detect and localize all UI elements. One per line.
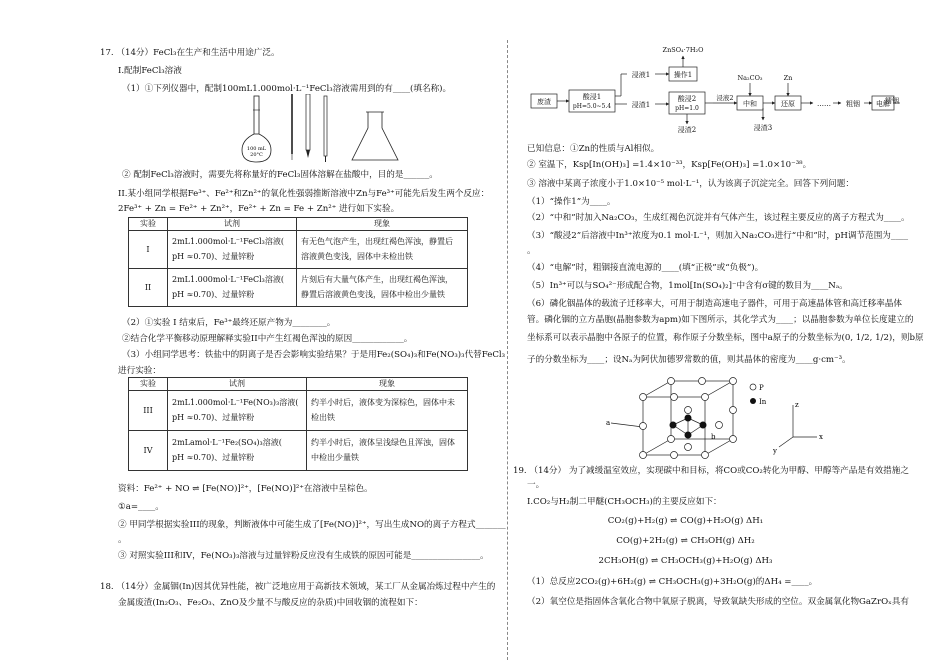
q17-part2-title: II.某小组同学根据Fe³⁺、Fe²⁺和Zn²⁺的氧化性强弱推断溶液中Zn与Fe³⁺可能先后发生两个反应： xyxy=(118,189,490,199)
axis-label-x: x xyxy=(819,433,823,441)
q19-eq3: 2CH₃OH(g) ⇌ CH₃OCH₃(g)+H₂O(g) ΔH₃ xyxy=(598,556,773,566)
volumetric-flask-icon xyxy=(242,96,271,162)
flask-label-volume: 100 mL xyxy=(246,146,267,152)
table1-row2-id: II xyxy=(129,269,168,307)
conical-flask-icon xyxy=(352,112,398,160)
table1-row1-obs2: 溶液黄色变浅，固体中未检出铁 xyxy=(301,252,413,261)
q19-q2: （2）氧空位是指固体含氧化合物中氧原子脱离，导致氧缺失形成的空位。双金属氧化物GaZrOₓ具有 xyxy=(527,597,909,607)
flow-leach1-ph: pH=5.0~5.4 xyxy=(572,103,612,110)
measuring-cylinder-icon xyxy=(324,96,327,162)
flow-op1: 操作1 xyxy=(673,71,693,79)
experiment-table-1 xyxy=(128,217,468,307)
table1-row1-reagent1: 2mL1.000mol·L⁻¹FeCl₃溶液( xyxy=(172,237,284,246)
table1-header-obs: 现象 xyxy=(297,218,468,231)
q17-q3: （3）小组同学思考：铁盐中的阴离子是否会影响实验结果？于是用Fe₂(SO₄)₃和Fe(NO₃)₃代替FeCl₃ xyxy=(122,350,506,360)
table1-row2-obs1: 片刻后有大量气体产生，出现红褐色浑浊， xyxy=(301,275,453,284)
q17-q3-2b: 。 xyxy=(118,535,127,545)
table2-row1-obs1: 约半小时后，液体变为深棕色，固体中未 xyxy=(311,398,455,407)
table2-row1-reagent2: pH ≈0.70)、过量锌粉 xyxy=(172,413,255,422)
q18-q1: （1）“操作1”为____。 xyxy=(527,197,616,207)
q17-q2b: ②结合化学平衡移动原理解释实验II中产生红褐色浑浊的原因____________。 xyxy=(122,334,413,344)
q17-q3-3: ③ 对照实验III和IV，Fe(NO₃)₃溶液与过量锌粉反应没有生成铁的原因可能是________________。 xyxy=(118,551,489,561)
q18-q3: （3）“酸浸2”后溶液中In³⁺浓度为0.1 mol·L⁻¹，则加入Na₂CO₃进行“中和”时，pH调节范围为____ xyxy=(527,231,909,241)
flow-dots: …… xyxy=(817,100,831,108)
q17-q1b: ② 配制FeCl₃溶液时，需要先将称量好的FeCl₃固体溶解在盐酸中，目的是______。 xyxy=(122,170,438,180)
table2-header-reagent: 试剂 xyxy=(168,378,307,391)
q17-q1: （1）①下列仪器中，配制100mL1.000mol·L⁻¹FeCl₃溶液需用到的有____(填名称)。 xyxy=(122,84,452,94)
table2-row2-obs2: 中检出少量铁 xyxy=(311,453,359,462)
q18-q6a: （6）磷化铟晶体的载流子迁移率大，可用于制造高速电子器件，可用于高速晶体管和高迁移率晶体 xyxy=(527,299,903,309)
q17-info: 资料：Fe²⁺ + NO ⇌ [Fe(NO)]²⁺，[Fe(NO)]²⁺在溶液中呈棕色。 xyxy=(118,484,373,494)
table2-row1-id: III xyxy=(129,391,168,431)
inp-unit-cell-figure xyxy=(603,375,863,467)
q17-reactions: 2Fe³⁺ + Zn = Fe²⁺ + Zn²⁺，Fe²⁺ + Zn = Fe + Zn²⁺ 进行如下实验。 xyxy=(118,204,400,214)
q18-known3: ③ 溶液中某离子浓度小于1.0×10⁻⁵ mol·L⁻¹，认为该离子沉淀完全。回答下列问题： xyxy=(527,179,854,189)
q18-q2: （2）“中和”时加入Na₂CO₃，生成红褐色沉淀并有气体产生，该过程主要反应的离子方程式为____。 xyxy=(527,213,910,223)
legend-p: P xyxy=(759,384,764,392)
atom-label-a: a xyxy=(606,419,611,427)
table1-header-exp: 实验 xyxy=(129,218,168,231)
q18-known2: ② 室温下，Ksp[In(OH)₃] =1.4×10⁻³³，Ksp[Fe(OH)₃] =1.0×10⁻³⁸。 xyxy=(527,160,812,170)
q17-part1-title: I.配制FeCl₃溶液 xyxy=(118,66,182,76)
q17-header: 17. （14分）FeCl₃在生产和生活中用途广泛。 xyxy=(100,48,280,58)
flow-liquid2: 浸液2 xyxy=(716,94,734,102)
table2-row2-id: IV xyxy=(129,431,168,471)
table1-row2-reagent1: 2mL1.000mol·L⁻¹FeCl₃溶液( xyxy=(172,275,284,284)
legend-in: In xyxy=(759,398,767,406)
table1-row2-obs2: 静置后溶液黄色变浅，固体中检出少量铁 xyxy=(301,290,445,299)
q18-q5: （5）In³⁺可以与SO₄²⁻形成配合物，1mol[In(SO₄)₂]⁻中含有σ键的数目为____Nₐ。 xyxy=(527,281,848,291)
table2-row2-obs1: 约半小时后，液体呈浅绿色且浑浊，固体 xyxy=(311,438,455,447)
table1-row1-reagent2: pH ≈0.70)、过量锌粉 xyxy=(172,252,255,261)
flow-znso4: ZnSO₄·7H₂O xyxy=(662,46,704,54)
flow-crude: 粗铟 xyxy=(846,100,860,108)
table2-row1-obs2: 检出铁 xyxy=(311,413,335,422)
table1-row1-obs1: 有无色气泡产生，出现红褐色浑浊，静置后 xyxy=(301,237,453,246)
q17-q2a: （2）①实验 I 结束后，Fe³⁺最终还原产物为________。 xyxy=(122,318,336,328)
axis-label-z: z xyxy=(795,401,799,409)
flow-zn: Zn xyxy=(783,74,793,82)
q18-header2: 金属废渣(In₂O₃、Fe₂O₃、ZnO及少量不与酸反应的杂质)中回收铟的流程如下： xyxy=(118,598,423,608)
column-divider xyxy=(507,40,508,660)
flow-leach2: 酸浸2 xyxy=(677,95,697,103)
q18-known1: 已知信息：①Zn的性质与Al相似。 xyxy=(527,144,660,154)
lab-instruments-figure xyxy=(240,94,480,166)
flow-leach1: 酸浸1 xyxy=(582,93,602,101)
q19-header2: 一。 xyxy=(527,480,545,490)
table1-header-reagent: 试剂 xyxy=(168,218,297,231)
q17-q3b: 进行实验： xyxy=(118,366,161,376)
flow-reduce: 还原 xyxy=(781,100,795,108)
q18-q6b: 管。磷化铟的立方晶胞(晶胞参数为apm)如下图所示，其化学式为____；以晶胞参数为单位长度建立的 xyxy=(527,315,914,325)
flow-pure: 精铟 xyxy=(885,97,899,105)
q18-header: 18. （14分）金属铟(In)因其优异性能，被广泛地应用于高新技术领域，某工厂从金属冶炼过程中产生的 xyxy=(100,582,496,592)
axis-label-y: y xyxy=(773,447,777,455)
flow-na2co3: Na₂CO₃ xyxy=(737,74,763,82)
flow-electro: 电解 xyxy=(876,100,890,108)
q17-q3-2: ② 甲同学根据实验III的现象，判断液体中可能生成了[Fe(NO)]²⁺，写出生成NO的离子方程式_______ xyxy=(118,520,506,530)
q19-eq1: CO₂(g)+H₂(g) ⇌ CO(g)+H₂O(g) ΔH₁ xyxy=(607,516,764,526)
flow-slag1: 浸渣1 xyxy=(631,101,651,109)
flow-leach2-ph: pH=1.0 xyxy=(675,105,699,112)
q18-q4: （4）“电解”时，粗铟接直流电源的____(填“正极”或“负极”)。 xyxy=(527,263,764,273)
flow-neutral: 中和 xyxy=(743,100,757,108)
q19-q1: （1）总反应2CO₂(g)+6H₂(g) ⇌ CH₃OCH₃(g)+3H₂O(g)的ΔH₄ =____。 xyxy=(527,577,818,587)
table2-row2-reagent1: 2mLamol·L⁻¹Fe₂(SO₄)₃溶液( xyxy=(172,438,282,447)
atom-label-b: b xyxy=(711,433,716,441)
q18-q3b: 。 xyxy=(527,246,536,256)
q19-part1: I.CO₂与H₂制二甲醚(CH₃OCH₃)的主要反应如下： xyxy=(527,497,722,507)
table2-row1-reagent1: 2mL1.000mol·L⁻¹Fe(NO₃)₃溶液( xyxy=(172,398,299,407)
experiment-table-2 xyxy=(128,377,468,471)
q17-q3-1: ①a=____。 xyxy=(118,502,164,512)
recovery-flow-chart xyxy=(523,40,908,140)
table2-header-exp: 实验 xyxy=(129,378,168,391)
legend-p-symbol xyxy=(750,384,756,390)
table2-header-obs: 现象 xyxy=(307,378,468,391)
q18-q6c: 坐标系可以表示晶胞中各原子的位置，称作原子分数坐标，图中a原子的分数坐标为(0, 1/2, 1/2)，则b原 xyxy=(527,333,924,343)
flow-slag3: 浸渣3 xyxy=(753,124,773,132)
flow-liquid1: 浸液1 xyxy=(631,71,651,79)
q19-eq2: CO(g)+2H₂(g) ⇌ CH₃OH(g) ΔH₂ xyxy=(616,536,755,546)
q18-q6d: 子的分数坐标为____；设Nₐ为阿伏加德罗常数的值，则其晶体的密度为____g·cm⁻³。 xyxy=(527,355,851,365)
q19-header: 19. （14分） 为了减缓温室效应，实现碳中和目标，将CO或CO₂转化为甲醇、甲醇等产品是有效措施之 xyxy=(513,466,909,476)
flow-residue: 废渣 xyxy=(537,98,551,106)
table1-row2-reagent2: pH ≈0.70)、过量锌粉 xyxy=(172,290,255,299)
table2-row2-reagent2: pH ≈0.70)、过量锌粉 xyxy=(172,453,255,462)
flow-slag2: 浸渣2 xyxy=(677,126,697,134)
flask-label-temp: 20°C xyxy=(250,152,263,158)
legend-in-symbol xyxy=(750,398,756,404)
burette-icon xyxy=(306,94,310,158)
table1-row1-id: I xyxy=(129,231,168,269)
